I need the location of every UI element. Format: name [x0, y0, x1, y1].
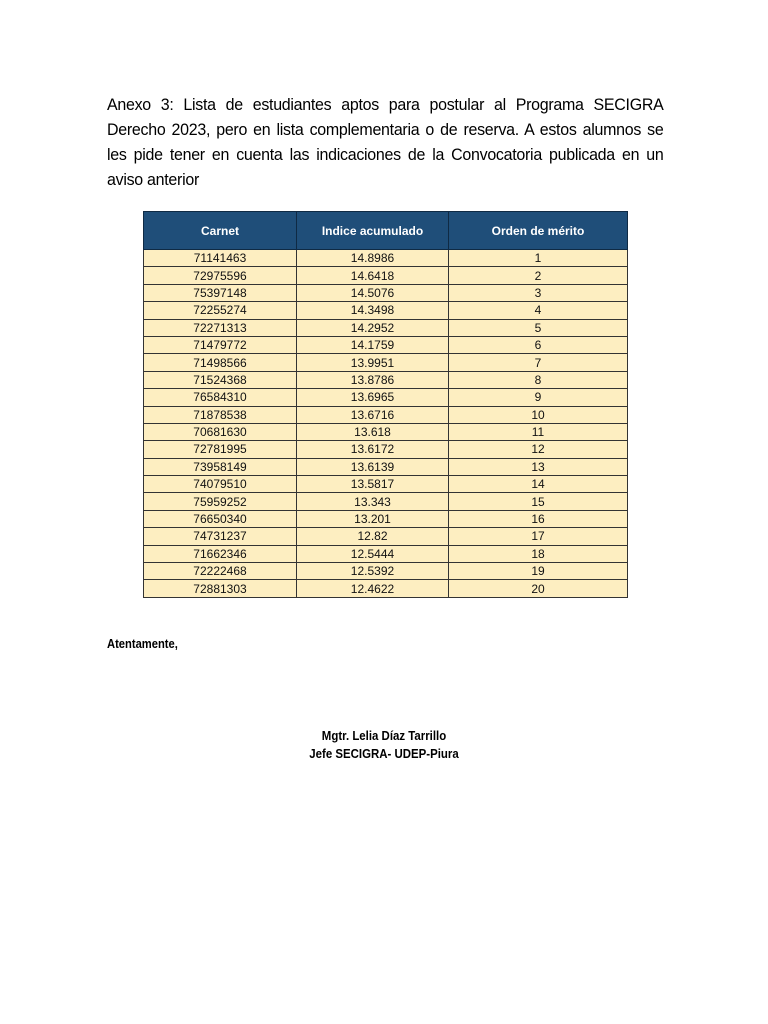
cell-carnet: 71479772 — [144, 336, 297, 353]
cell-orden-de-merito: 4 — [449, 302, 628, 319]
cell-indice-acumulado: 13.5817 — [297, 476, 449, 493]
cell-indice-acumulado: 14.2952 — [297, 319, 449, 336]
table-row — [144, 336, 628, 353]
cell-orden-de-merito: 1 — [449, 250, 628, 267]
cell-carnet: 71878538 — [144, 406, 297, 423]
signature-block — [252, 727, 516, 763]
cell-indice-acumulado: 12.5444 — [297, 545, 449, 562]
cell-carnet: 72255274 — [144, 302, 297, 319]
cell-indice-acumulado: 14.8986 — [297, 250, 449, 267]
cell-orden-de-merito: 15 — [449, 493, 628, 510]
cell-orden-de-merito: 16 — [449, 510, 628, 527]
cell-carnet: 71141463 — [144, 250, 297, 267]
cell-indice-acumulado: 13.6172 — [297, 441, 449, 458]
cell-indice-acumulado: 13.6139 — [297, 458, 449, 475]
cell-orden-de-merito: 13 — [449, 458, 628, 475]
cell-indice-acumulado: 13.618 — [297, 423, 449, 440]
cell-carnet: 72271313 — [144, 319, 297, 336]
header-carnet: Carnet — [144, 212, 297, 250]
cell-carnet: 73958149 — [144, 458, 297, 475]
table-row — [144, 389, 628, 406]
cell-carnet: 76650340 — [144, 510, 297, 527]
table-row — [144, 267, 628, 284]
cell-indice-acumulado: 14.3498 — [297, 302, 449, 319]
cell-indice-acumulado: 13.9951 — [297, 354, 449, 371]
cell-carnet: 71498566 — [144, 354, 297, 371]
table-row — [144, 250, 628, 267]
table-row — [144, 354, 628, 371]
cell-indice-acumulado: 13.6965 — [297, 389, 449, 406]
closing-text: Atentamente, — [107, 636, 178, 651]
cell-carnet: 75959252 — [144, 493, 297, 510]
cell-indice-acumulado: 14.1759 — [297, 336, 449, 353]
cell-indice-acumulado: 14.6418 — [297, 267, 449, 284]
table-row — [144, 510, 628, 527]
table-row — [144, 406, 628, 423]
table-row — [144, 528, 628, 545]
cell-orden-de-merito: 20 — [449, 580, 628, 597]
cell-carnet: 70681630 — [144, 423, 297, 440]
cell-carnet: 76584310 — [144, 389, 297, 406]
table-row — [144, 563, 628, 580]
intro-paragraph: Anexo 3: Lista de estudiantes aptos para postular al Programa SECIGRA Derecho 2023, pero en lista complementaria o de reserva. A estos alumnos se les pide tener en cuenta las indicaciones de la Convocatoria publicada en un aviso anterior — [107, 95, 664, 189]
cell-orden-de-merito: 12 — [449, 441, 628, 458]
cell-indice-acumulado: 13.8786 — [297, 371, 449, 388]
cell-orden-de-merito: 9 — [449, 389, 628, 406]
cell-carnet: 72781995 — [144, 441, 297, 458]
signature-role: Jefe SECIGRA- UDEP-Piura — [309, 746, 459, 761]
table-row — [144, 580, 628, 597]
cell-orden-de-merito: 19 — [449, 563, 628, 580]
table-row — [144, 284, 628, 301]
cell-orden-de-merito: 18 — [449, 545, 628, 562]
table-row — [144, 423, 628, 440]
cell-carnet: 74079510 — [144, 476, 297, 493]
table-row — [144, 476, 628, 493]
table-row — [144, 371, 628, 388]
cell-orden-de-merito: 10 — [449, 406, 628, 423]
students-table — [143, 211, 628, 598]
table-row — [144, 441, 628, 458]
table-row — [144, 458, 628, 475]
cell-carnet: 75397148 — [144, 284, 297, 301]
cell-indice-acumulado: 13.201 — [297, 510, 449, 527]
cell-carnet: 71662346 — [144, 545, 297, 562]
cell-indice-acumulado: 12.4622 — [297, 580, 449, 597]
header-indice-acumulado: Indice acumulado — [297, 212, 449, 250]
cell-orden-de-merito: 6 — [449, 336, 628, 353]
cell-orden-de-merito: 14 — [449, 476, 628, 493]
table-row — [144, 302, 628, 319]
cell-indice-acumulado: 13.343 — [297, 493, 449, 510]
cell-orden-de-merito: 8 — [449, 371, 628, 388]
cell-orden-de-merito: 2 — [449, 267, 628, 284]
cell-orden-de-merito: 11 — [449, 423, 628, 440]
cell-indice-acumulado: 14.5076 — [297, 284, 449, 301]
cell-orden-de-merito: 7 — [449, 354, 628, 371]
cell-orden-de-merito: 17 — [449, 528, 628, 545]
header-orden-de-merito: Orden de mérito — [449, 212, 628, 250]
table-row — [144, 319, 628, 336]
cell-carnet: 72881303 — [144, 580, 297, 597]
cell-indice-acumulado: 12.82 — [297, 528, 449, 545]
table-row — [144, 493, 628, 510]
cell-carnet: 72222468 — [144, 563, 297, 580]
table-header-row — [144, 212, 628, 250]
cell-carnet: 71524368 — [144, 371, 297, 388]
cell-orden-de-merito: 3 — [449, 284, 628, 301]
cell-carnet: 74731237 — [144, 528, 297, 545]
cell-indice-acumulado: 12.5392 — [297, 563, 449, 580]
table-row — [144, 545, 628, 562]
cell-orden-de-merito: 5 — [449, 319, 628, 336]
cell-carnet: 72975596 — [144, 267, 297, 284]
cell-indice-acumulado: 13.6716 — [297, 406, 449, 423]
signature-name: Mgtr. Lelia Díaz Tarrillo — [321, 728, 447, 743]
